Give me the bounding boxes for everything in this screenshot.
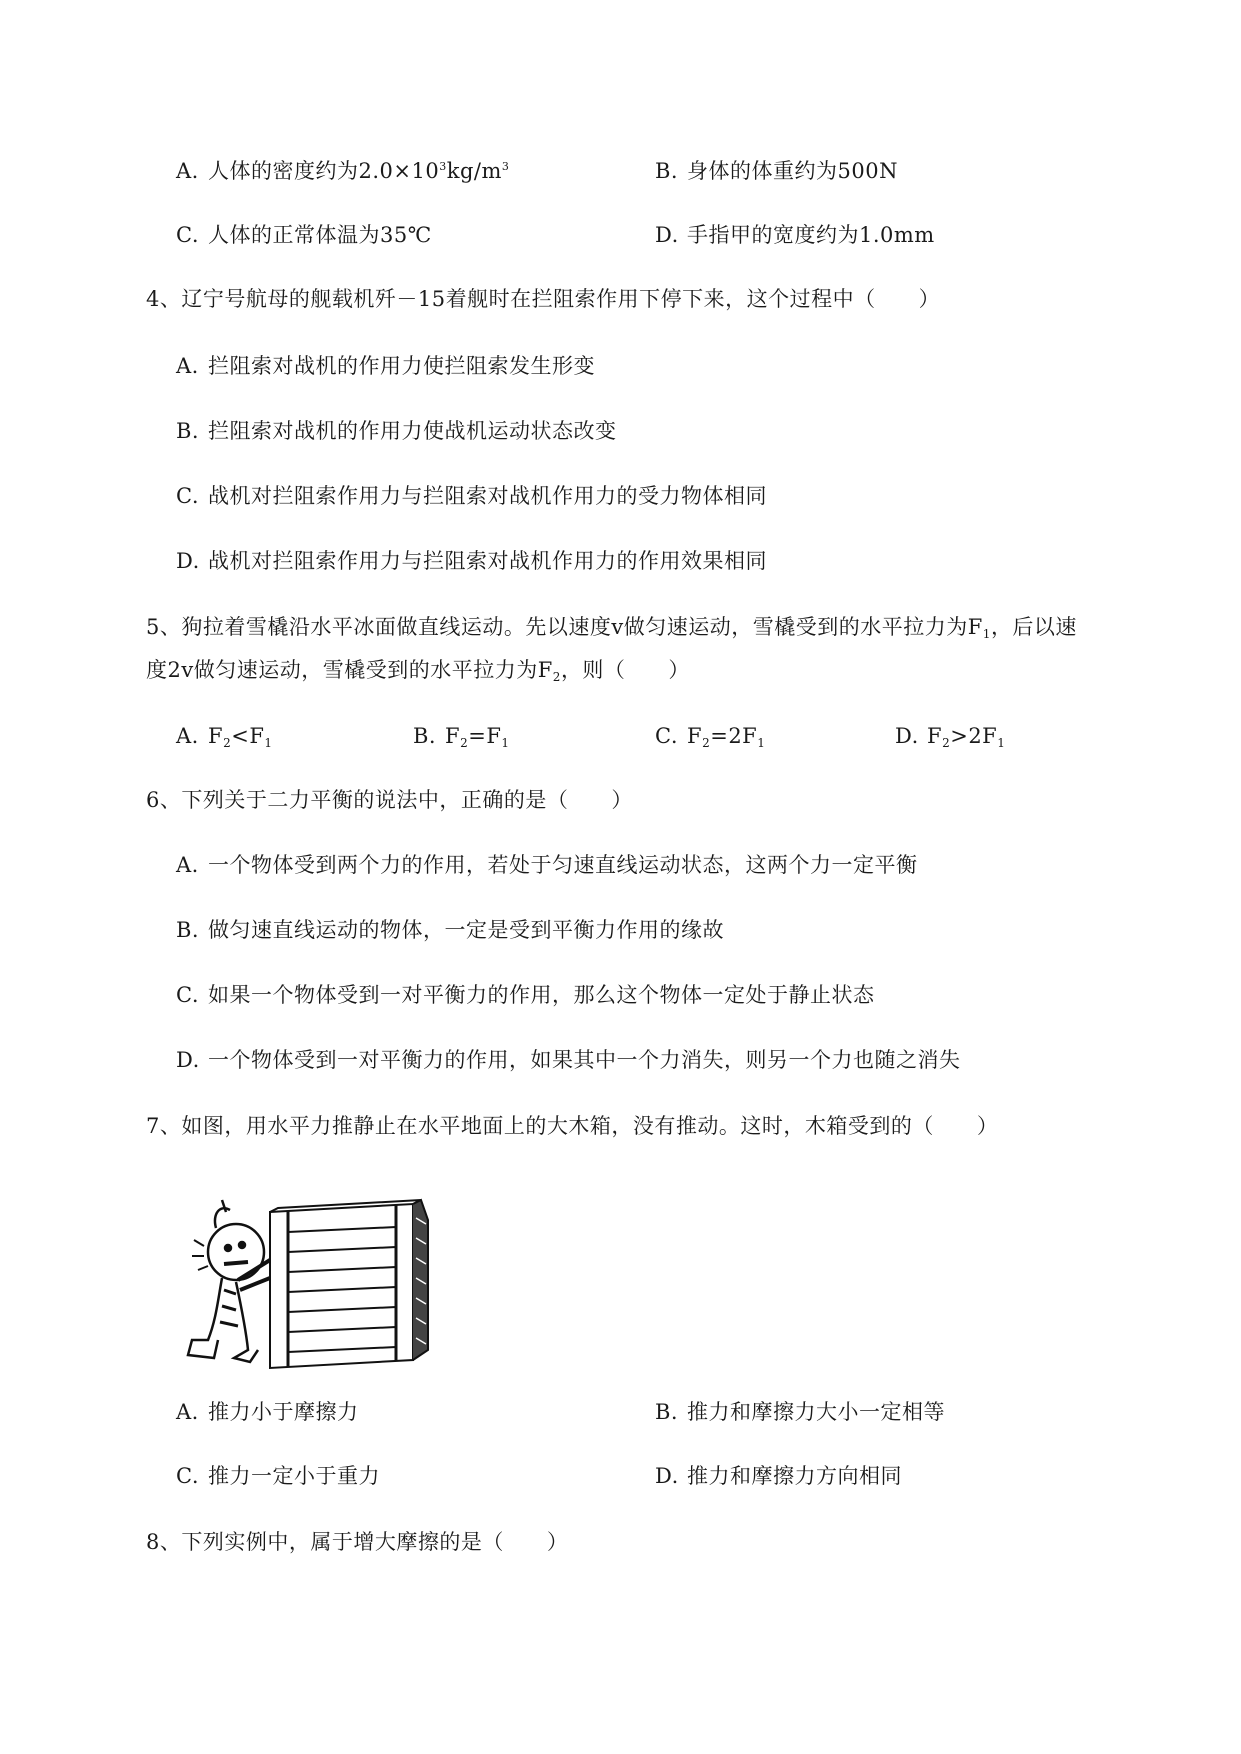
q5-stem-line2 [146,656,690,684]
option-letter: A. [176,1400,199,1424]
option-letter: B. [655,1400,679,1424]
stem-text: ，后以速 [990,615,1077,639]
formula-op: =2F [710,724,758,748]
q3-option-c [176,221,432,249]
q7-option-b [655,1398,945,1426]
q4-option-b [176,417,617,445]
subscript: 1 [757,736,766,750]
q3-option-a [176,157,509,185]
option-text: 战机对拦阻索作用力与拦阻索对战机作用力的受力物体相同 [208,484,767,508]
subscript: 1 [501,736,510,750]
option-letter: B. [413,724,437,748]
subscript: 1 [982,627,991,641]
q6-option-a [176,851,918,879]
option-letter: B. [176,419,200,443]
formula-f: F [687,724,703,748]
option-letter: A. [176,724,199,748]
option-letter: B. [176,918,200,942]
stem-text: 度2v做匀速运动，雪橇受到的水平拉力为F [146,658,553,682]
superscript: 3 [439,160,447,173]
option-letter: C. [176,1464,199,1488]
option-letter: C. [655,724,678,748]
q4-option-c [176,482,767,510]
subscript: 2 [942,736,951,750]
option-letter: C. [176,983,199,1007]
formula-op: =F [468,724,502,748]
option-letter: D. [895,724,919,748]
q5-stem-line1 [146,613,1077,641]
option-letter: A. [176,159,199,183]
q5-option-c [655,722,765,750]
q4-option-d [176,547,767,575]
option-text: 手指甲的宽度约为1.0mm [687,223,935,247]
q7-option-d [655,1462,902,1490]
formula-f: F [208,724,224,748]
subscript: 1 [264,736,273,750]
q7-option-a [176,1398,359,1426]
option-letter: A. [176,354,199,378]
option-text: 战机对拦阻索作用力与拦阻索对战机作用力的作用效果相同 [208,549,767,573]
superscript: 3 [501,160,510,173]
option-text: 推力和摩擦力方向相同 [687,1464,902,1488]
option-text: 推力小于摩擦力 [208,1400,359,1424]
stem-text: ，则（ ） [560,658,690,682]
subscript: 2 [460,736,469,750]
option-letter: C. [176,223,199,247]
formula-op: >2F [950,724,998,748]
option-text: 一个物体受到一对平衡力的作用，如果其中一个力消失，则另一个力也随之消失 [208,1048,961,1072]
option-letter: B. [655,159,679,183]
q3-option-b [655,157,898,185]
q5-option-d [895,722,1005,750]
q4-stem: 4、辽宁号航母的舰载机歼－15着舰时在拦阻索作用下停下来，这个过程中（ ） [146,287,941,311]
q8-stem: 8、下列实例中，属于增大摩擦的是（ ） [146,1530,569,1554]
option-letter: D. [176,1048,200,1072]
option-text: 做匀速直线运动的物体，一定是受到平衡力作用的缘故 [208,918,724,942]
q6-option-c [176,981,875,1009]
option-letter: C. [176,484,199,508]
option-text: 一个物体受到两个力的作用，若处于匀速直线运动状态，这两个力一定平衡 [208,853,918,877]
option-text: 推力和摩擦力大小一定相等 [687,1400,945,1424]
q7-stem: 7、如图，用水平力推静止在水平地面上的大木箱，没有推动。这时，木箱受到的（ ） [146,1114,999,1138]
option-text: 人体的正常体温为35℃ [208,223,432,247]
q4-option-a [176,352,595,380]
subscript: 2 [702,736,711,750]
q5-option-b [413,722,510,750]
formula-f: F [927,724,943,748]
formula-f: F [445,724,461,748]
q6-stem: 6、下列关于二力平衡的说法中，正确的是（ ） [146,788,633,812]
figure-person-pushing-box [178,1190,440,1372]
option-letter: D. [655,223,679,247]
pushing-person [188,1200,270,1362]
q3-option-d [655,221,935,249]
q7-option-c [176,1462,380,1490]
option-letter: D. [655,1464,679,1488]
wooden-box [270,1200,428,1368]
q5-option-a [176,722,273,750]
option-letter: D. [176,549,200,573]
option-text: 拦阻索对战机的作用力使战机运动状态改变 [208,419,617,443]
option-text: 人体的密度约为2.0×10 [208,159,440,183]
formula-op: <F [231,724,265,748]
subscript: 1 [997,736,1006,750]
option-text: 拦阻索对战机的作用力使拦阻索发生形变 [208,354,595,378]
q6-option-b [176,916,724,944]
option-text-unit: kg/m [446,159,502,183]
subscript: 2 [552,670,561,684]
q6-option-d [176,1046,961,1074]
option-letter: A. [176,853,199,877]
option-text: 推力一定小于重力 [208,1464,380,1488]
stem-text: 5、狗拉着雪橇沿水平冰面做直线运动。先以速度v做匀速运动，雪橇受到的水平拉力为F [146,615,983,639]
option-text: 身体的体重约为500N [687,159,898,183]
option-text: 如果一个物体受到一对平衡力的作用，那么这个物体一定处于静止状态 [208,983,875,1007]
subscript: 2 [223,736,232,750]
